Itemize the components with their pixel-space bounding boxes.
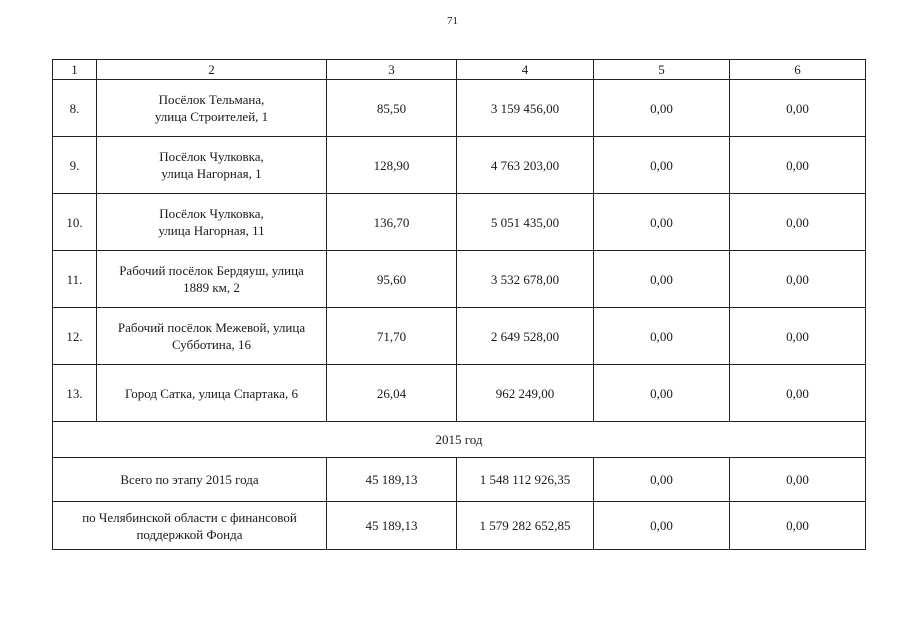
- table-row: [53, 308, 866, 365]
- area-cell: 26,04: [327, 365, 457, 422]
- value-cell: 0,00: [730, 458, 866, 502]
- column-header: 2: [97, 60, 327, 80]
- section-title: 2015 год: [53, 422, 866, 458]
- table-row: [53, 137, 866, 194]
- column-header: 6: [730, 60, 866, 80]
- area-cell: 136,70: [327, 194, 457, 251]
- cost-cell: 2 649 528,00: [457, 308, 594, 365]
- address-line: улица Строителей, 1: [154, 109, 269, 124]
- address-cell: [97, 137, 327, 194]
- address-line: улица Нагорная, 11: [158, 223, 265, 238]
- area-cell: 85,50: [327, 80, 457, 137]
- address-line: Город Сатка, улица Спартака, 6: [124, 385, 299, 401]
- row-number: 9.: [53, 137, 97, 194]
- cost-cell: 3 159 456,00: [457, 80, 594, 137]
- column-header: 1: [53, 60, 97, 80]
- value-cell: 0,00: [594, 251, 730, 308]
- area-cell: 45 189,13: [327, 458, 457, 502]
- value-cell: 0,00: [730, 251, 866, 308]
- column-header: 4: [457, 60, 594, 80]
- row-number: 10.: [53, 194, 97, 251]
- total-label-line: поддержкой Фонда: [136, 526, 243, 542]
- value-cell: 0,00: [594, 137, 730, 194]
- address-line: 1889 км, 2: [183, 280, 240, 295]
- value-cell: 0,00: [730, 365, 866, 422]
- table-row: [53, 80, 866, 137]
- address-line: улица Нагорная, 1: [161, 166, 262, 181]
- value-cell: 0,00: [594, 80, 730, 137]
- row-number: 12.: [53, 308, 97, 365]
- address-line: Субботина, 16: [171, 337, 252, 352]
- address-cell: [97, 80, 327, 137]
- cost-cell: 962 249,00: [457, 365, 594, 422]
- address-line: Рабочий посёлок Бердяуш, улица: [119, 263, 304, 278]
- column-number-row: [53, 60, 866, 80]
- total-label-line: по Челябинской области с финансовой: [82, 509, 297, 525]
- address-line: Посёлок Тельмана,: [158, 92, 265, 107]
- area-cell: 71,70: [327, 308, 457, 365]
- table-row: [53, 365, 866, 422]
- column-header: 5: [594, 60, 730, 80]
- table-row: [53, 194, 866, 251]
- value-cell: 0,00: [594, 308, 730, 365]
- row-number: 13.: [53, 365, 97, 422]
- value-cell: 0,00: [594, 458, 730, 502]
- row-number: 11.: [53, 251, 97, 308]
- address-cell: [97, 251, 327, 308]
- total-label: Всего по этапу 2015 года: [53, 458, 327, 502]
- address-cell: [97, 365, 327, 422]
- address-cell: [97, 308, 327, 365]
- value-cell: 0,00: [594, 502, 730, 550]
- section-header-row: [53, 422, 866, 458]
- area-cell: 45 189,13: [327, 502, 457, 550]
- page-number: 71: [447, 15, 458, 27]
- value-cell: 0,00: [730, 502, 866, 550]
- cost-cell: 1 579 282 652,85: [457, 502, 594, 550]
- total-label: [53, 502, 327, 550]
- address-line: Посёлок Чулковка,: [159, 206, 264, 221]
- total-row: [53, 502, 866, 550]
- table-row: [53, 251, 866, 308]
- cost-cell: 4 763 203,00: [457, 137, 594, 194]
- housing-program-table: [52, 59, 866, 550]
- value-cell: 0,00: [594, 194, 730, 251]
- address-cell: [97, 194, 327, 251]
- row-number: 8.: [53, 80, 97, 137]
- cost-cell: 1 548 112 926,35: [457, 458, 594, 502]
- cost-cell: 5 051 435,00: [457, 194, 594, 251]
- cost-cell: 3 532 678,00: [457, 251, 594, 308]
- value-cell: 0,00: [730, 308, 866, 365]
- area-cell: 128,90: [327, 137, 457, 194]
- address-line: Посёлок Чулковка,: [159, 149, 264, 164]
- column-header: 3: [327, 60, 457, 80]
- value-cell: 0,00: [730, 80, 866, 137]
- value-cell: 0,00: [730, 137, 866, 194]
- value-cell: 0,00: [730, 194, 866, 251]
- total-row: [53, 458, 866, 502]
- area-cell: 95,60: [327, 251, 457, 308]
- value-cell: 0,00: [594, 365, 730, 422]
- address-line: Рабочий посёлок Межевой, улица: [117, 320, 306, 335]
